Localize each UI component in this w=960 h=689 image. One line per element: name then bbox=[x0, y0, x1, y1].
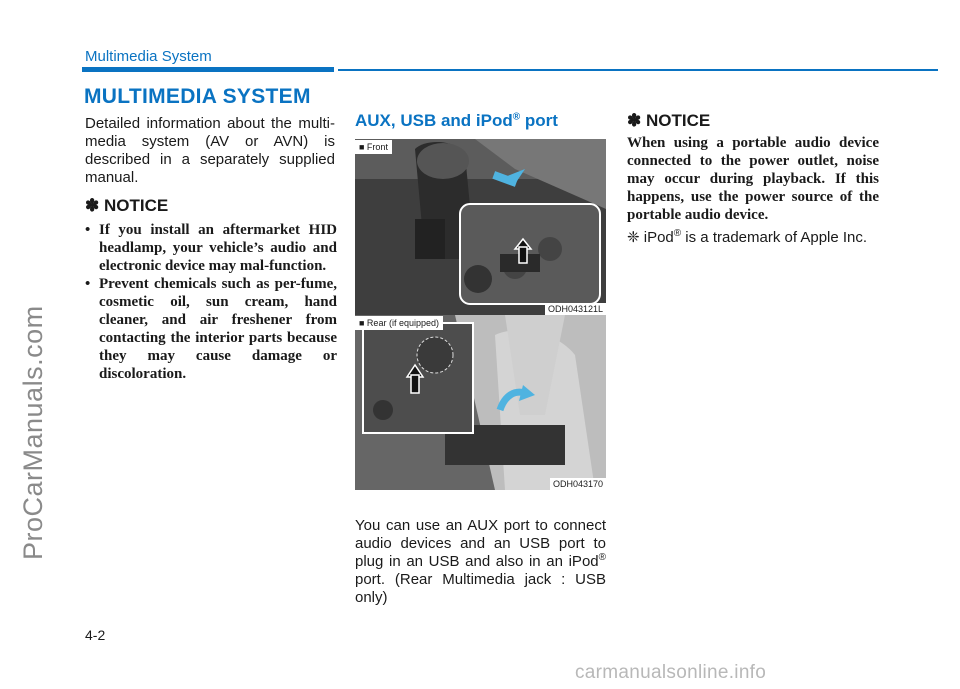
tm-end: is a trademark of Apple Inc. bbox=[681, 229, 868, 246]
section-title: MULTIMEDIA SYSTEM bbox=[84, 85, 311, 108]
notice-heading-2: ✽ NOTICE bbox=[627, 111, 711, 130]
rear-seat-illustration bbox=[355, 315, 606, 490]
title-main: AUX, USB and iPod bbox=[355, 111, 513, 130]
front-console-illustration bbox=[355, 139, 606, 315]
aux-description bbox=[355, 517, 606, 607]
aux-usb-ipod-title bbox=[355, 111, 558, 131]
intro-paragraph: Detailed information about the multi-media system (AV or AVN) is described in a separately supplied manual. bbox=[85, 115, 335, 186]
notice-item bbox=[85, 221, 337, 275]
front-figure-code: ODH043121L bbox=[545, 303, 606, 315]
body-sup: ® bbox=[598, 552, 606, 563]
title-end: port bbox=[520, 111, 558, 130]
title-sup: ® bbox=[512, 111, 521, 123]
front-label: ■ Front bbox=[355, 140, 392, 154]
rear-port-photo bbox=[355, 315, 606, 490]
notice-list bbox=[85, 221, 337, 383]
rear-label: ■ Rear (if equipped) bbox=[355, 316, 443, 330]
tm-prefix: ❈ iPod bbox=[627, 229, 674, 246]
bottom-watermark: carmanualsonline.info bbox=[575, 662, 767, 683]
header-bar bbox=[82, 67, 334, 72]
notice-item-text: Prevent chemicals such as per-fume, cosmetic oil, sun cream, hand cleaner, and air freshener from contacting the interior parts because they may cause damage or discoloration. bbox=[99, 276, 337, 382]
body-main: You can use an AUX port to connect audio devices and an USB port to plug in an USB and also in an iPod bbox=[355, 517, 606, 570]
body-end: port. (Rear Multimedia jack : USB only) bbox=[355, 571, 606, 606]
header-rule bbox=[338, 69, 938, 71]
tm-sup: ® bbox=[673, 228, 682, 239]
rear-figure-code: ODH043170 bbox=[550, 478, 606, 490]
power-notice-text: When using a portable audio device connected to the power outlet, noise may occur during playback. If this happens, use the power source of the portable audio device. bbox=[627, 135, 879, 223]
side-watermark: ProCarManuals.com bbox=[18, 305, 48, 560]
bullet-icon: • bbox=[85, 222, 91, 238]
trademark-note bbox=[627, 228, 867, 246]
notice-item-text: If you install an aftermarket HID headlamp, your vehicle’s audio and electronic device may mal-function. bbox=[99, 222, 337, 274]
notice-heading: ✽ NOTICE bbox=[85, 196, 169, 215]
chapter-label: Multimedia System bbox=[85, 48, 212, 65]
page-number: 4-2 bbox=[85, 627, 106, 643]
front-port-photo bbox=[355, 139, 606, 315]
bullet-icon: • bbox=[85, 276, 91, 292]
notice-item bbox=[85, 275, 337, 383]
